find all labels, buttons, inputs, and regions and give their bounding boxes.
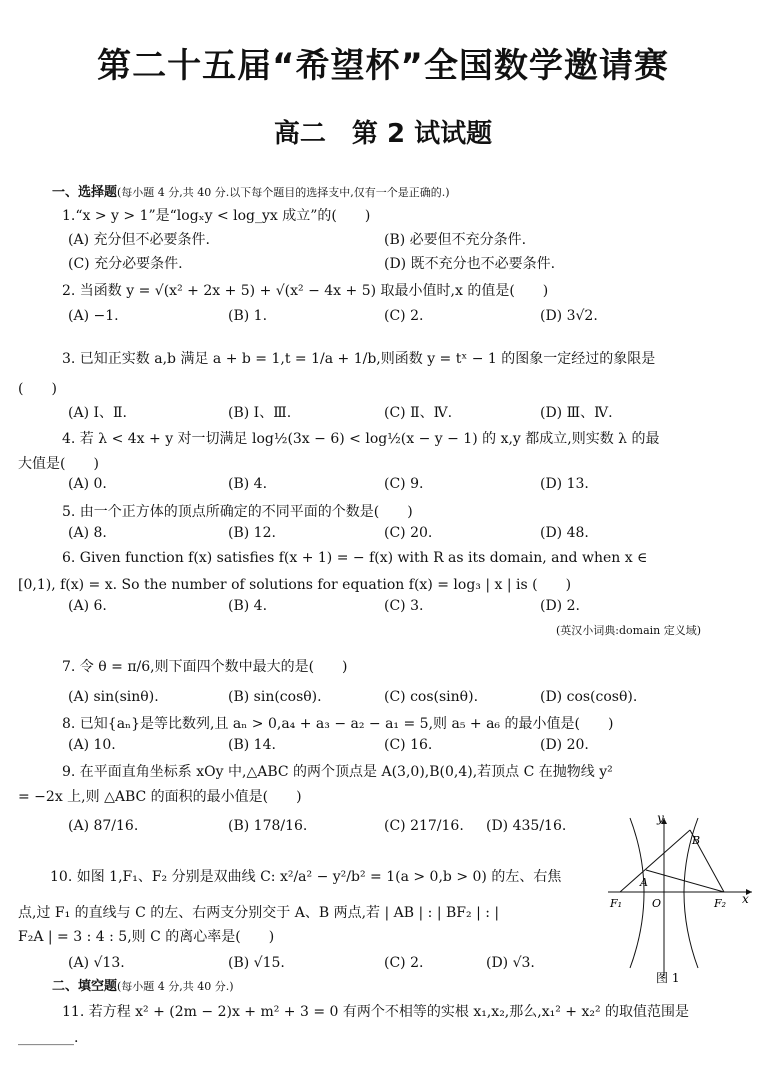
q4-option-d: (D) 13. (540, 476, 589, 492)
q8-option-c: (C) 16. (384, 737, 433, 753)
line-f1-b (620, 830, 690, 892)
q5-option-d: (D) 48. (540, 525, 589, 541)
q10-stem-cont: 点,过 F₁ 的直线与 C 的左、右两支分别交于 A、B 两点,若 | AB | : | BF₂ | : | (18, 905, 500, 921)
q4-stem-cont: 大值是( ) (18, 456, 99, 472)
q6-option-c: (C) 3. (384, 598, 424, 614)
label-o: O (652, 897, 662, 910)
section2-header (52, 976, 234, 997)
q8-option-b: (B) 14. (228, 737, 276, 753)
q3-stem: 3. 已知正实数 a,b 满足 a + b = 1,t = 1/a + 1/b,则函数 y = tˣ − 1 的图象一定经过的象限是 (62, 351, 656, 367)
label-a: A (640, 876, 648, 889)
q10-stem-cont2: F₂A | = 3 : 4 : 5,则 C 的离心率是( ) (18, 929, 275, 945)
q10-option-a: (A) √13. (68, 955, 125, 971)
q8-option-a: (A) 10. (68, 737, 116, 753)
q6-option-b: (B) 4. (228, 598, 268, 614)
q7-option-c: (C) cos(sinθ). (384, 689, 479, 705)
q6-option-d: (D) 2. (540, 598, 580, 614)
label-f2: F₂ (714, 897, 727, 910)
section1-header (52, 182, 450, 203)
q5-stem: 5. 由一个正方体的顶点所确定的不同平面的个数是( ) (62, 504, 413, 520)
q10-stem: 10. 如图 1,F₁、F₂ 分别是双曲线 C: x²/a² − y²/b² = 1(a > 0,b > 0) 的左、右焦 (50, 869, 562, 885)
q6-stem-cont: [0,1), f(x) = x. So the number of solutions for equation f(x) = log₃ | x | is ( ) (18, 577, 572, 593)
q4-option-c: (C) 9. (384, 476, 424, 492)
section1-note: (每小题 4 分,共 40 分.以下每个题目的选择支中,仅有一个是正确的.) (117, 186, 450, 199)
q5-option-b: (B) 12. (228, 525, 276, 541)
q4-option-a: (A) 0. (68, 476, 107, 492)
q6-glossary: (英汉小词典:domain 定义域) (556, 624, 702, 637)
q8-stem: 8. 已知{aₙ}是等比数列,且 aₙ > 0,a₄ + a₃ − a₂ − a₁ = 5,则 a₅ + a₆ 的最小值是( ) (62, 716, 614, 732)
q6-stem: 6. Given function f(x) satisfies f(x + 1) = − f(x) with R as its domain, and when x ∈ (62, 550, 648, 566)
q4-stem: 4. 若 λ < 4x + y 对一切满足 log½(3x − 6) < log½(x − y − 1) 的 x,y 都成立,则实数 λ 的最 (62, 431, 660, 447)
q9-option-d: (D) 435/16. (486, 818, 567, 834)
label-y: y (657, 811, 664, 825)
q3-option-d: (D) Ⅲ、Ⅳ. (540, 405, 613, 421)
hyperbola-left-branch (630, 818, 644, 968)
q9-stem: 9. 在平面直角坐标系 xOy 中,△ABC 的两个顶点是 A(3,0),B(0,4),若顶点 C 在抛物线 y² (62, 764, 613, 780)
q2-option-b: (B) 1. (228, 308, 268, 324)
q8-option-d: (D) 20. (540, 737, 589, 753)
q9-option-c: (C) 217/16. (384, 818, 464, 834)
q1-option-c: (C) 充分必要条件. (68, 256, 183, 272)
figure-1-hyperbola (602, 808, 758, 986)
q7-option-d: (D) cos(cosθ). (540, 689, 638, 705)
q1-stem: 1.“x > y > 1”是“logₓy < log_yx 成立”的( ) (62, 208, 371, 224)
page-subtitle: 高二 第 2 试试题 (273, 119, 493, 149)
q2-option-d: (D) 3√2. (540, 308, 598, 324)
q2-stem: 2. 当函数 y = √(x² + 2x + 5) + √(x² − 4x + 5) 取最小值时,x 的值是( ) (62, 283, 549, 299)
q1-option-b: (B) 必要但不充分条件. (384, 232, 527, 248)
q10-option-d: (D) √3. (486, 955, 535, 971)
figure-caption: 图 1 (656, 971, 680, 985)
section2-note: (每小题 4 分,共 40 分.) (117, 980, 234, 993)
label-b: B (692, 834, 701, 847)
q11-answer-blank: ________. (18, 1030, 79, 1046)
label-x: x (742, 892, 749, 906)
q5-option-c: (C) 20. (384, 525, 433, 541)
q2-option-a: (A) −1. (68, 308, 119, 324)
section2-heading: 二、填空题 (52, 979, 118, 994)
q6-option-a: (A) 6. (68, 598, 107, 614)
section1-heading: 一、选择题 (52, 185, 118, 200)
q3-option-c: (C) Ⅱ、Ⅳ. (384, 405, 453, 421)
q10-option-b: (B) √15. (228, 955, 285, 971)
q3-option-a: (A) Ⅰ、Ⅱ. (68, 405, 127, 421)
q4-option-b: (B) 4. (228, 476, 268, 492)
q9-stem-cont: = −2x 上,则 △ABC 的面积的最小值是( ) (18, 789, 302, 805)
q3-stem-cont: ( ) (18, 381, 57, 397)
q7-option-b: (B) sin(cosθ). (228, 689, 322, 705)
q7-option-a: (A) sin(sinθ). (68, 689, 159, 705)
q9-option-a: (A) 87/16. (68, 818, 139, 834)
page-title: 第二十五届“希望杯”全国数学邀请赛 (97, 46, 669, 86)
q1-option-d: (D) 既不充分也不必要条件. (384, 256, 556, 272)
q10-option-c: (C) 2. (384, 955, 424, 971)
q9-option-b: (B) 178/16. (228, 818, 308, 834)
q7-stem: 7. 令 θ = π/6,则下面四个数中最大的是( ) (62, 659, 348, 675)
q1-option-a: (A) 充分但不必要条件. (68, 232, 210, 248)
q3-option-b: (B) Ⅰ、Ⅲ. (228, 405, 292, 421)
q5-option-a: (A) 8. (68, 525, 107, 541)
label-f1: F₁ (610, 897, 623, 910)
q11-stem: 11. 若方程 x² + (2m − 2)x + m² + 3 = 0 有两个不相等的实根 x₁,x₂,那么,x₁² + x₂² 的取值范围是 (62, 1004, 690, 1020)
q2-option-c: (C) 2. (384, 308, 424, 324)
